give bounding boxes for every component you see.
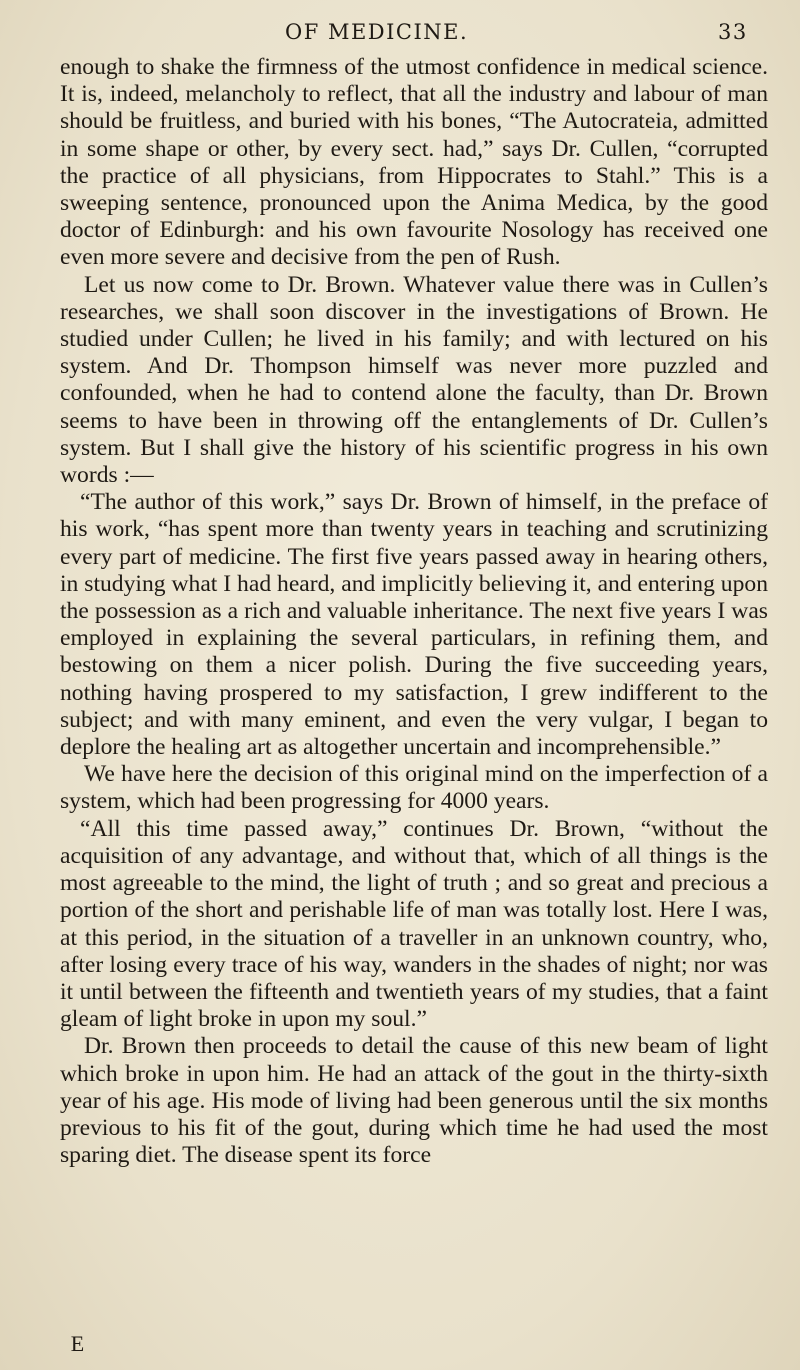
paragraph-3: “The author of this work,” says Dr. Brown of himself, in the preface of his work, “has spent more than twenty years in teaching and scrutinizing every part of medicine. The first five years passed away in hearing others, in studying what I had heard, and implicitly believing it, and entering upon the possession as a rich and valuable inheritance. The next five years I was employed in explaining the several particulars, in refining them, and bestowing on them a nicer polish. During the five succeeding years, nothing having prospered to my satisfaction, I grew indifferent to the subject; and with many eminent, and even the very vulgar, I began to deplore the healing art as altogether uncertain and incomprehensible.” bbox=[60, 489, 768, 761]
paragraph-5: “All this time passed away,” continues Dr. Brown, “without the acquisition of any advantage, and without that, which of all things is the most agreeable to the mind, the light of truth ; and so great and precious a portion of the short and perishable life of man was totally lost. Here I was, at this period, in the situation of a traveller in an unknown country, who, after losing every trace of his way, wanders in the shades of night; nor was it until between the fifteenth and twentieth years of my studies, that a faint gleam of light broke in upon my soul.” bbox=[60, 815, 768, 1033]
page-number: 33 bbox=[718, 20, 748, 44]
paragraph-2: Let us now come to Dr. Brown. Whatever value there was in Cullen’s researches, we shall soon discover in the investigations of Brown. He studied under Cullen; he lived in his family; and with lectured on his system. And Dr. Thompson himself was never more puzzled and confounded, when he had to contend alone the faculty, than Dr. Brown seems to have been in throwing off the entanglements of Dr. Cullen’s system. But I shall give the history of his scientific progress in his own words :— bbox=[60, 271, 768, 489]
paragraph-1: enough to shake the firmness of the utmost confidence in medical science. It is, indeed, melancholy to reflect, that all the industry and labour of man should be fruitless, and buried with his bones, “The Autocrateia, admitted in some shape or other, by every sect. had,” says Dr. Cullen, “corrupted the practice of all physicians, from Hippocrates to Stahl.” This is a sweeping sentence, pronounced upon the Anima Medica, by the good doctor of Edinburgh: and his own favourite Nosology has received one even more severe and decisive from the pen of Rush. bbox=[60, 54, 768, 271]
paragraph-6: Dr. Brown then proceeds to detail the cause of this new beam of light which broke in upon him. He had an attack of the gout in the thirty-sixth year of his age. His mode of living had been generous until the six months previous to his fit of the gout, during which time he had used the most sparing diet. The disease spent its force bbox=[60, 1033, 768, 1169]
paragraph-4: We have here the decision of this original mind on the imperfection of a system, which had been progressing for 4000 years. bbox=[60, 761, 768, 815]
running-title: OF MEDICINE. bbox=[285, 20, 469, 44]
body-text bbox=[60, 54, 768, 1169]
page-header bbox=[0, 20, 800, 50]
signature-mark: E bbox=[70, 1331, 85, 1356]
